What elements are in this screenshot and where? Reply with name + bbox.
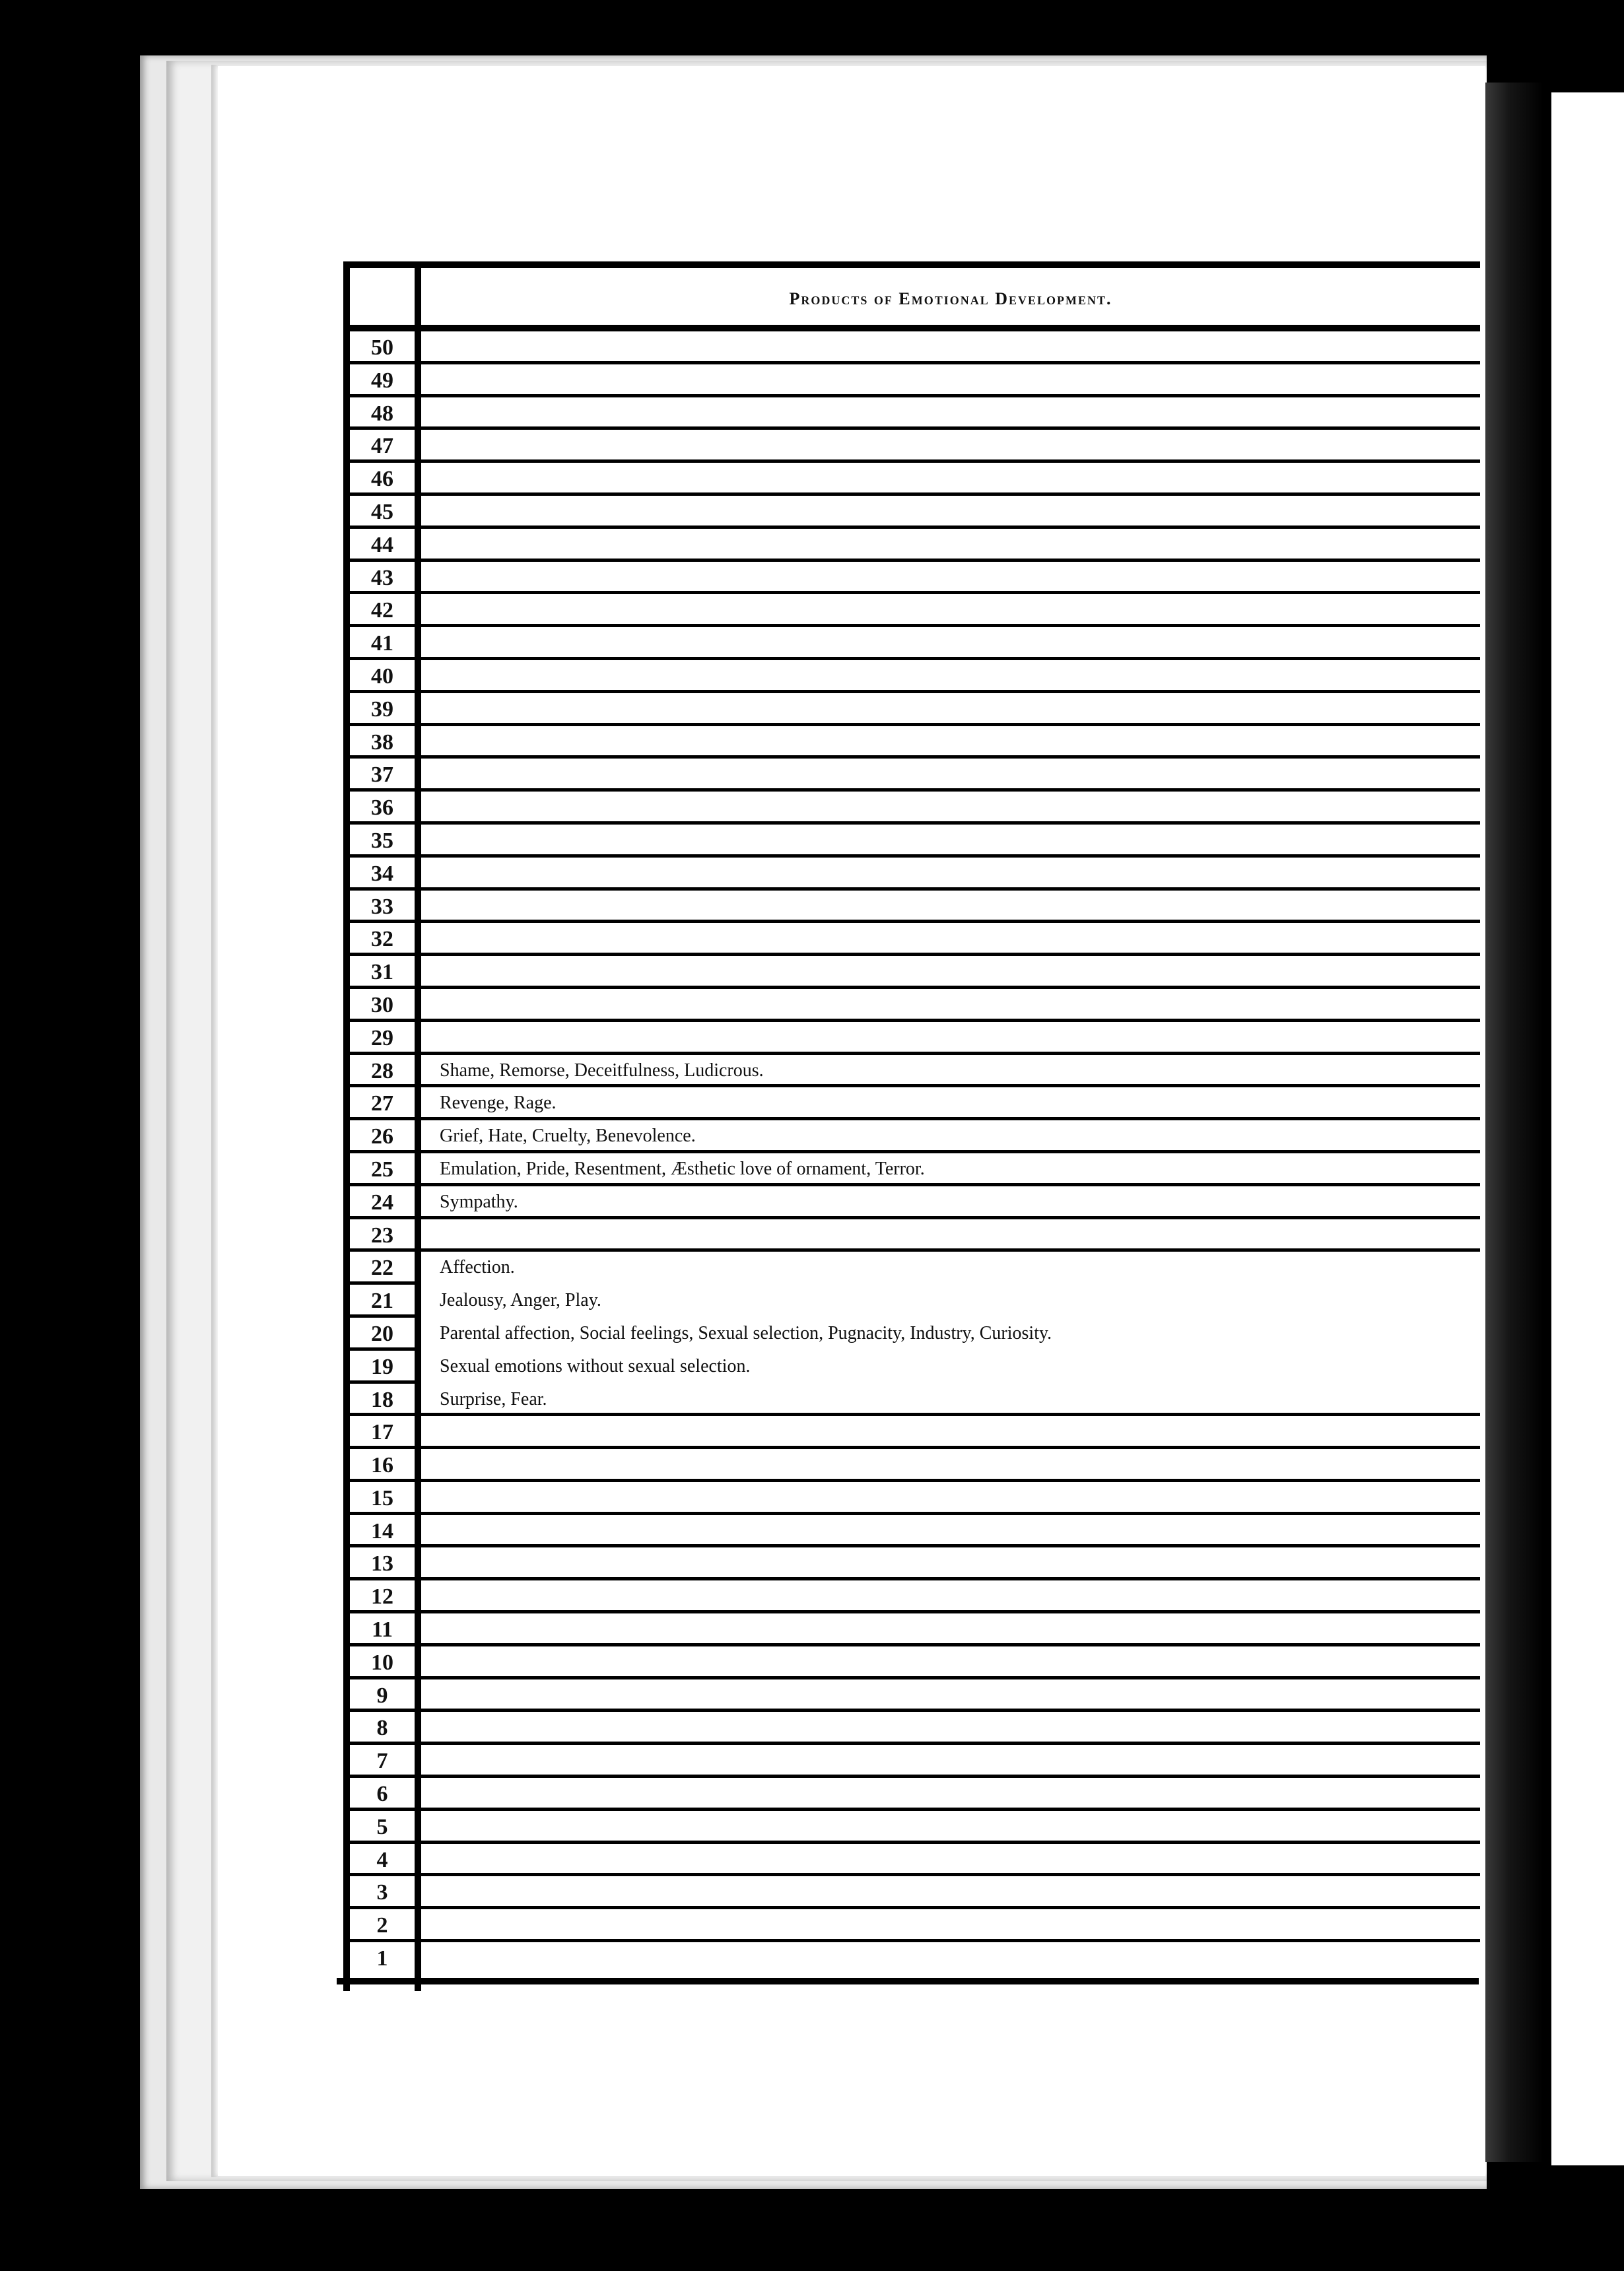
row-number: 50 xyxy=(371,335,393,360)
row-number: 25 xyxy=(371,1157,393,1182)
table-row xyxy=(337,1449,1479,1482)
row-number: 24 xyxy=(371,1190,393,1215)
row-number: 42 xyxy=(371,598,393,623)
table-row xyxy=(337,1613,1479,1646)
row-number: 1 xyxy=(376,1946,388,1971)
row-number: 34 xyxy=(371,861,393,886)
table-row xyxy=(337,792,1479,825)
table-row xyxy=(337,1416,1479,1449)
table-row xyxy=(337,1547,1479,1580)
row-number: 27 xyxy=(371,1091,393,1116)
row-number: 16 xyxy=(371,1453,393,1478)
row-number: 23 xyxy=(371,1223,393,1248)
row-number: 45 xyxy=(371,499,393,524)
table-row xyxy=(337,430,1479,463)
table-row xyxy=(337,660,1479,693)
row-entry: Affection. xyxy=(440,1257,515,1278)
table-row xyxy=(337,1745,1479,1778)
table-bottom-rule xyxy=(337,1978,1479,1984)
table-row xyxy=(337,1120,1479,1153)
row-number: 28 xyxy=(371,1058,393,1083)
table-row xyxy=(337,1942,1479,1975)
table-row xyxy=(337,496,1479,529)
table-title: Products of Emotional Development. xyxy=(789,289,1112,308)
book-spine-shadow xyxy=(1485,83,1543,2162)
table-row xyxy=(337,956,1479,989)
table-row xyxy=(337,759,1479,792)
row-number: 2 xyxy=(376,1913,388,1938)
row-number: 12 xyxy=(371,1584,393,1610)
table-top-rule xyxy=(350,261,1480,268)
table-row xyxy=(337,989,1479,1022)
table-row xyxy=(337,1318,1479,1351)
table-row xyxy=(337,627,1479,660)
row-number: 6 xyxy=(376,1782,388,1807)
table-row xyxy=(337,891,1479,924)
row-number: 49 xyxy=(371,368,393,393)
table-row xyxy=(337,1219,1479,1252)
table-header-rule xyxy=(350,325,1480,331)
table-row xyxy=(337,529,1479,562)
row-number: 36 xyxy=(371,796,393,821)
row-number: 44 xyxy=(371,532,393,557)
table-row xyxy=(337,1679,1479,1712)
table-row xyxy=(337,1778,1479,1811)
row-number: 48 xyxy=(371,401,393,426)
row-number: 30 xyxy=(371,992,393,1017)
row-number: 43 xyxy=(371,565,393,590)
table-row xyxy=(337,1022,1479,1055)
row-number: 37 xyxy=(371,763,393,788)
row-entry: Jealousy, Anger, Play. xyxy=(440,1290,601,1311)
table-row xyxy=(337,1055,1479,1088)
table-row xyxy=(337,1844,1479,1877)
row-number: 9 xyxy=(376,1683,388,1708)
row-number: 31 xyxy=(371,960,393,985)
table-row xyxy=(337,825,1479,858)
row-number: 8 xyxy=(376,1716,388,1741)
table-row xyxy=(337,594,1479,627)
row-number: 17 xyxy=(371,1420,393,1445)
row-entry: Sexual emotions without sexual selection. xyxy=(440,1355,751,1376)
table-row xyxy=(337,1252,1479,1285)
row-number: 19 xyxy=(371,1354,393,1379)
table-row xyxy=(337,1811,1479,1844)
table-row xyxy=(337,1580,1479,1613)
row-entry: Parental affection, Social feelings, Sexual selection, Pugnacity, Industry, Curiosity. xyxy=(440,1322,1052,1343)
table-row xyxy=(337,693,1479,726)
row-number: 46 xyxy=(371,467,393,492)
table-row xyxy=(337,1712,1479,1745)
row-number: 40 xyxy=(371,663,393,689)
table-row xyxy=(337,463,1479,496)
table-row xyxy=(337,397,1479,430)
row-number: 26 xyxy=(371,1124,393,1149)
row-number: 20 xyxy=(371,1321,393,1346)
table-row xyxy=(337,1646,1479,1679)
row-number: 35 xyxy=(371,828,393,853)
table-row xyxy=(337,1515,1479,1548)
table-row xyxy=(337,1186,1479,1219)
table-row xyxy=(337,1876,1479,1909)
row-number: 22 xyxy=(371,1256,393,1281)
row-number: 41 xyxy=(371,631,393,656)
row-number: 5 xyxy=(376,1814,388,1839)
row-number: 13 xyxy=(371,1551,393,1576)
row-entry: Surprise, Fear. xyxy=(440,1388,547,1409)
table-row xyxy=(337,1087,1479,1120)
emotional-development-table xyxy=(337,261,1479,1991)
row-number: 32 xyxy=(371,927,393,952)
row-entry: Revenge, Rage. xyxy=(440,1093,557,1114)
row-number: 15 xyxy=(371,1485,393,1510)
table-row xyxy=(337,1285,1479,1318)
row-number: 47 xyxy=(371,434,393,459)
row-number: 14 xyxy=(371,1518,393,1543)
row-entry: Emulation, Pride, Resentment, Æsthetic love of ornament, Terror. xyxy=(440,1158,925,1179)
table-row xyxy=(337,331,1479,364)
row-entry: Grief, Hate, Cruelty, Benevolence. xyxy=(440,1126,696,1147)
table-row xyxy=(337,858,1479,891)
row-number: 18 xyxy=(371,1387,393,1412)
row-number: 21 xyxy=(371,1289,393,1314)
row-number: 4 xyxy=(376,1847,388,1872)
table-row xyxy=(337,1482,1479,1515)
row-number: 11 xyxy=(371,1617,393,1643)
table-row xyxy=(337,1384,1479,1417)
table-row xyxy=(337,562,1479,595)
row-number: 39 xyxy=(371,696,393,722)
table-row xyxy=(337,1351,1479,1384)
facing-page-edge xyxy=(1551,92,1624,2165)
row-number: 29 xyxy=(371,1025,393,1050)
table-row xyxy=(337,923,1479,956)
row-number: 3 xyxy=(376,1880,388,1905)
row-entry: Sympathy. xyxy=(440,1191,518,1212)
table-row xyxy=(337,1909,1479,1942)
row-entry: Shame, Remorse, Deceitfulness, Ludicrous. xyxy=(440,1060,764,1081)
table-row xyxy=(337,1153,1479,1186)
table-row xyxy=(337,364,1479,397)
row-number: 33 xyxy=(371,894,393,919)
row-number: 10 xyxy=(371,1650,393,1675)
row-number: 38 xyxy=(371,729,393,755)
table-rows xyxy=(337,331,1479,1975)
table-row xyxy=(337,726,1479,759)
row-number: 7 xyxy=(376,1749,388,1774)
